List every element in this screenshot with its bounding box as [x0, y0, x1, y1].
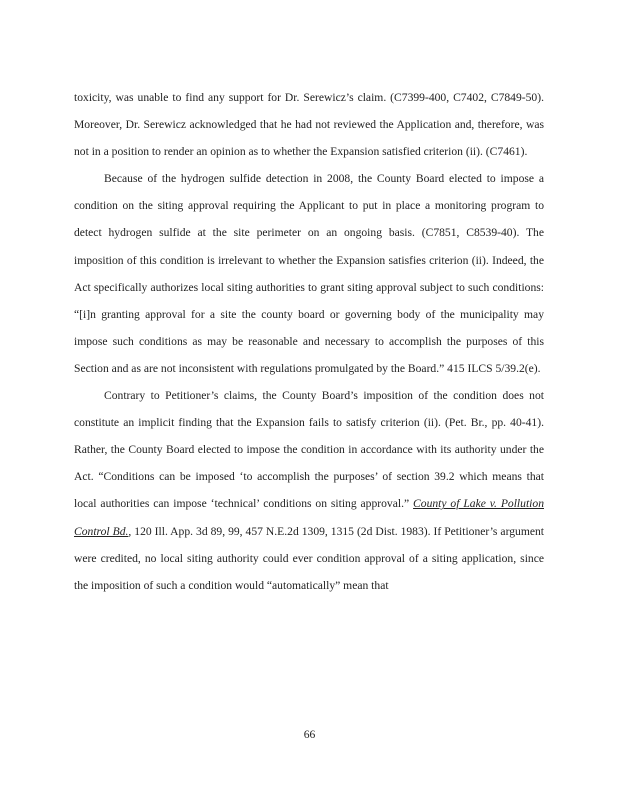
- body-text: [74, 84, 544, 599]
- paragraph-3-text-b: , 120 Ill. App. 3d 89, 99, 457 N.E.2d 1309, 1315 (2d Dist. 1983). If Petitioner’s argument were credited, no local siting authority could ever condition approval of a siting application, since the imposition of such a condition would “automatically” mean that: [74, 524, 544, 592]
- paragraph-3: [74, 382, 544, 599]
- paragraph-2: Because of the hydrogen sulfide detection in 2008, the County Board elected to impose a condition on the siting approval requiring the Applicant to put in place a monitoring program to detect hydrogen sulfide at the site perimeter on an ongoing basis. (C7851, C8539-40). The imposition of this condition is irrelevant to whether the Expansion satisfies criterion (ii). Indeed, the Act specifically authorizes local siting authorities to grant siting approval subject to such conditions: “[i]n granting approval for a site the county board or governing body of the municipality may impose such conditions as may be reasonable and necessary to accomplish the purposes of this Section and as are not inconsistent with regulations promulgated by the Board.” 415 ILCS 5/39.2(e).: [74, 172, 544, 375]
- paragraph-1: toxicity, was unable to find any support for Dr. Serewicz’s claim. (C7399-400, C7402, C7849-50). Moreover, Dr. Serewicz acknowledged that he had not reviewed the Application and, therefore, was not in a position to render an opinion as to whether the Expansion satisfied criterion (ii). (C7461).: [74, 91, 544, 159]
- paragraph-3-text-a: Contrary to Petitioner’s claims, the County Board’s imposition of the condition does not constitute an implicit finding that the Expansion fails to satisfy criterion (ii). (Pet. Br., pp. 40-41). Rather, the County Board elected to impose the condition in accordance with its authority under the Act. “Conditions can be imposed ‘to accomplish the purposes’ of section 39.2 which means that local authorities can impose ‘technical’ conditions on siting approval.”: [74, 389, 544, 511]
- case-citation: County of Lake v. Pollution Control Bd.: [74, 497, 544, 538]
- page-number: 66: [303, 728, 316, 741]
